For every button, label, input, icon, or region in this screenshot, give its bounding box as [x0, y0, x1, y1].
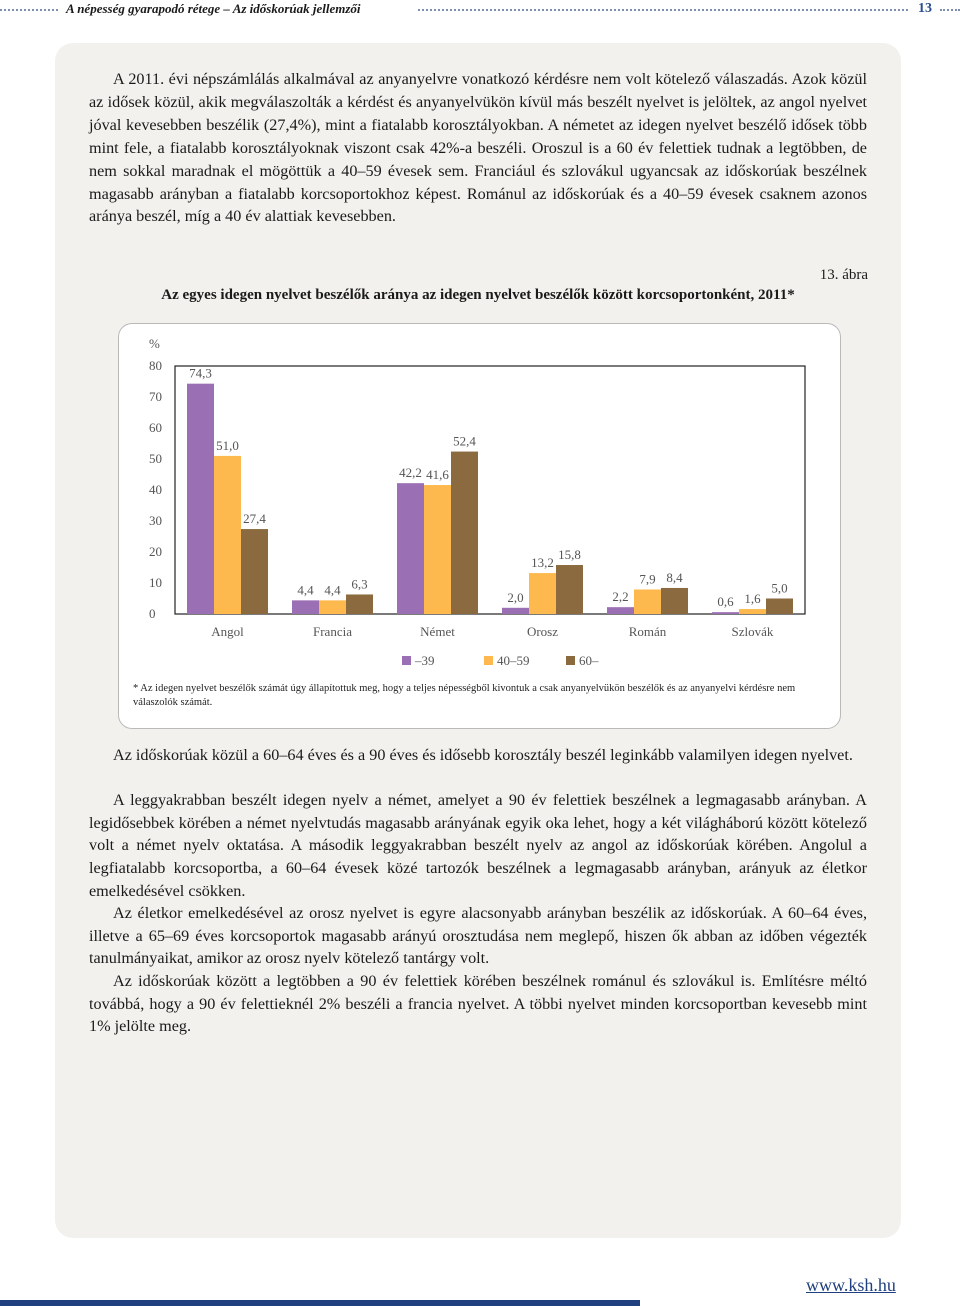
data-label: 52,4: [453, 433, 476, 449]
ksh-website-link[interactable]: www.ksh.hu: [806, 1275, 896, 1295]
bar: [607, 607, 634, 614]
header-dots-right: [940, 9, 960, 11]
data-label: 2,2: [612, 589, 629, 605]
bar: [661, 588, 688, 614]
data-label: 42,2: [399, 465, 422, 481]
data-label: 4,4: [324, 582, 341, 598]
x-tick-label: Szlovák: [731, 624, 774, 639]
x-tick-label: Orosz: [526, 624, 559, 639]
bar: [214, 456, 241, 614]
body-paragraph-1: Az időskorúak közül a 60–64 éves és a 90 éves és idősebb korosztály beszél leginkább valamilyen idegen nyelvet.: [113, 746, 853, 764]
body-paragraph-3: Az életkor emelkedésével az orosz nyelvet is egyre alacsonyabb arányban beszélik az időskorúak. A 60–64 éves, illetve a 65–69 éves korcsoportok magasabb arányú orosztudása nem meglepő, hiszen ők abban az időben végezték tanulmányaikat, amikor az orosz nyelv kötelező tantárgy volt.: [89, 904, 867, 968]
legend-swatch: [402, 656, 411, 665]
y-tick-label: 40: [149, 482, 162, 497]
legend-swatch: [484, 656, 493, 665]
bar: [739, 609, 766, 614]
legend-label: 60–: [579, 653, 599, 668]
data-label: 8,4: [666, 569, 683, 585]
bar: [424, 485, 451, 614]
figure-footnote: * Az idegen nyelvet beszélők számát úgy állapítottuk meg, hogy a teljes népességből kivontuk a csak anyanyelvükön beszélők és az anyanyelvi kérdésre nem válaszolók számát.: [133, 683, 796, 708]
legend-swatch: [566, 656, 575, 665]
x-tick-label: Román: [628, 624, 667, 639]
bar: [634, 590, 661, 614]
page-header: [0, 0, 960, 20]
y-tick-label: 20: [149, 544, 162, 559]
bar: [397, 483, 424, 614]
bar: [712, 612, 739, 614]
data-label: 7,9: [639, 571, 656, 587]
plot-area: [175, 366, 805, 614]
data-label: 6,3: [351, 576, 368, 592]
bar: [241, 529, 268, 614]
legend-label: –39: [415, 653, 435, 668]
intro-paragraph: A 2011. évi népszámlálás alkalmával az anyanyelvre vonatkozó kérdésre nem volt kötelező válaszadás. Azok közül az idősek közül, akik megválaszolták a kérdést és anyanyelvükön kívül más beszélt nyelvet is jelöltek, az angol nyelvet jóval kevesebben beszélik (27,4%), mint a fiatalabb korosztályokban. A németet az idegen nyelvet beszélő idősek több mint fele, a fiatalabb korosztályoknak viszont csak 42%-a beszéli. Oroszul is a 60 év felettiek tudnak a legtöbben, de nem sokkal maradnak el mögöttük a 40–59 évesek sem. Franciául és szlovákul ugyancsak az időskorúak beszélnek magasabb arányban a fiatalabb korcsoportokhoz képest. Románul az időskorúak és a 40–59 évesek csaknem azonos aránya beszél, míg a 40 év alattiak kevesebben.: [89, 70, 867, 226]
page-number: 13: [918, 1, 932, 16]
data-label: 51,0: [216, 437, 239, 453]
y-tick-label: 30: [149, 513, 162, 528]
y-axis-unit: %: [149, 336, 160, 351]
bar: [346, 594, 373, 614]
x-tick-label: Német: [420, 624, 455, 639]
figure-number: 13. ábra: [819, 267, 868, 283]
bar: [451, 452, 478, 614]
legend-label: 40–59: [497, 653, 530, 668]
data-label: 15,8: [558, 547, 581, 563]
header-dots-middle: [418, 9, 908, 11]
data-label: 74,3: [189, 365, 212, 381]
data-label: 4,4: [297, 582, 314, 598]
bar: [766, 599, 793, 615]
y-tick-label: 0: [149, 606, 156, 621]
x-tick-label: Angol: [211, 624, 244, 639]
footer-bar: [0, 1300, 640, 1306]
bar: [187, 384, 214, 614]
y-tick-label: 50: [149, 451, 162, 466]
data-label: 13,2: [531, 555, 554, 571]
data-label: 2,0: [507, 589, 524, 605]
header-dots-left: [0, 9, 58, 11]
bar: [292, 600, 319, 614]
body-paragraph-2: A leggyakrabban beszélt idegen nyelv a német, amelyet a 90 év felettiek beszélnek a legmagasabb arányban. A legidősebbek körében a német nyelvtudás magasabb arányának egyik oka lehet, hogy a két világháború között kötelező volt a német nyelv oktatása. A második leggyakrabban beszélt nyelv az angol az időskorúak körében. Angolul a legfiatalabb korcsoportba, a 60–64 évesek közé tartozók beszélnek a legmagasabb arányban, arányuk az életkor emelkedésével csökken.: [89, 791, 867, 900]
y-tick-label: 60: [149, 420, 162, 435]
data-label: 27,4: [243, 511, 266, 527]
figure-title: Az egyes idegen nyelvet beszélők aránya az idegen nyelvet beszélők között korcsoportonként, 2011*: [161, 287, 795, 303]
bar: [556, 565, 583, 614]
chart-box: [118, 323, 841, 729]
x-tick-label: Francia: [313, 624, 352, 639]
bar: [319, 600, 346, 614]
y-tick-label: 80: [149, 358, 162, 373]
y-tick-label: 10: [149, 575, 162, 590]
data-label: 1,6: [744, 591, 761, 607]
data-label: 5,0: [771, 580, 788, 596]
header-title: A népesség gyarapodó rétege – Az időskorúak jellemzői: [66, 1, 361, 16]
data-label: 0,6: [717, 594, 734, 610]
bar: [529, 573, 556, 614]
bar: [502, 608, 529, 614]
body-paragraph-4: Az időskorúak között a legtöbben a 90 év felettiek körében beszélnek románul és szlovákul is. Említésre méltó továbbá, hogy a 90 év felettieknél 2% beszéli a francia nyelvet. A többi nyelvet minden korcsoportban kevesebb mint 1% jelölte meg.: [89, 972, 867, 1036]
y-tick-label: 70: [149, 389, 162, 404]
bar-chart: [119, 324, 840, 728]
data-label: 41,6: [426, 467, 449, 483]
